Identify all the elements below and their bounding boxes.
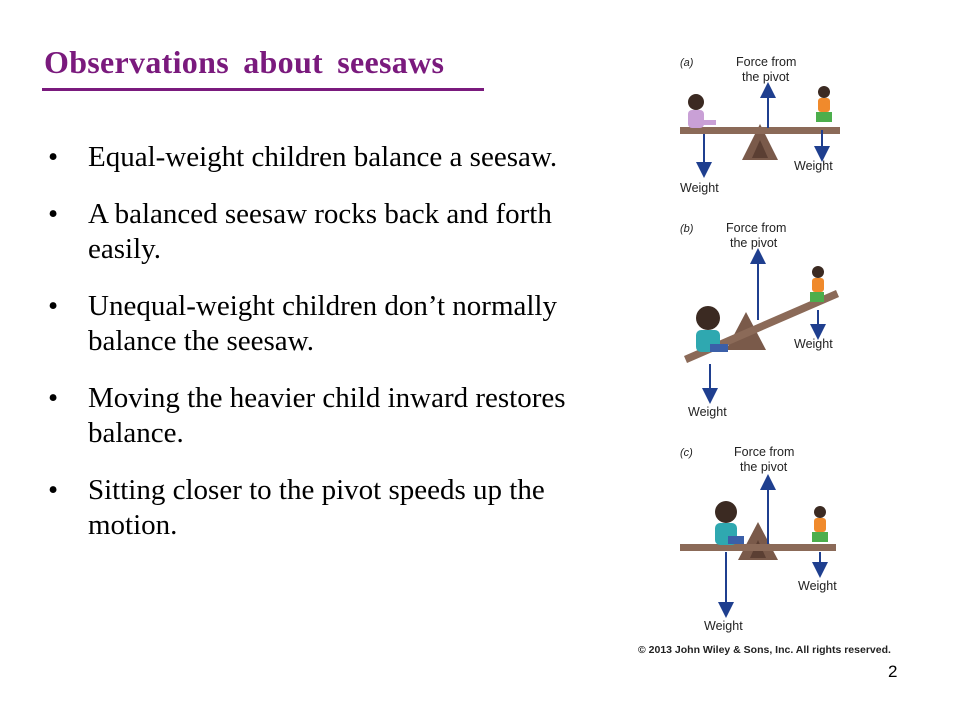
- weight-label: Weight: [680, 181, 719, 195]
- bullet-item: [48, 140, 608, 175]
- bullet-text: Unequal-weight children don’t normally balance the seesaw.: [88, 290, 557, 357]
- panel-letter: (c): [680, 447, 693, 459]
- weight-label: Weight: [798, 579, 837, 593]
- weight-label: Weight: [794, 159, 833, 173]
- bullet-item: [48, 473, 608, 543]
- panel-b: [680, 221, 839, 419]
- seesaw-board: [680, 544, 836, 551]
- panel-letter: (b): [680, 223, 694, 235]
- child-icon: [814, 506, 826, 518]
- child-icon: [688, 94, 704, 110]
- bullet-text: Sitting closer to the pivot speeds up the motion.: [88, 474, 545, 541]
- panel-letter: (a): [680, 57, 694, 69]
- bullet-glyph: •: [48, 382, 59, 414]
- bullet-item: [48, 381, 608, 451]
- pivot-force-label: Force from: [734, 445, 795, 459]
- seesaw-figure: [640, 50, 930, 660]
- child-icon: [696, 306, 720, 330]
- bullet-item: [48, 289, 608, 359]
- weight-label: Weight: [794, 337, 833, 351]
- bullet-text: A balanced seesaw rocks back and forth easily.: [88, 198, 552, 265]
- pivot-force-label: the pivot: [742, 70, 790, 84]
- bullet-glyph: •: [48, 198, 59, 230]
- copyright-notice: © 2013 John Wiley & Sons, Inc. All rights reserved.: [638, 644, 891, 656]
- panel-c: [680, 445, 837, 633]
- seesaw-board: [680, 127, 840, 134]
- weight-label: Weight: [688, 405, 727, 419]
- bullet-glyph: •: [48, 141, 59, 173]
- bullet-glyph: •: [48, 290, 59, 322]
- pivot-force-label: Force from: [736, 55, 797, 69]
- pivot-force-label: the pivot: [740, 460, 788, 474]
- bullet-text: Moving the heavier child inward restores balance.: [88, 382, 566, 449]
- slide-title: Observations about seesaws: [44, 44, 445, 80]
- child-icon: [715, 501, 737, 523]
- pivot-force-label: Force from: [726, 221, 787, 235]
- bullet-text: Equal-weight children balance a seesaw.: [88, 141, 558, 173]
- page-number: 2: [888, 662, 898, 681]
- title-underline: [42, 88, 484, 91]
- panel-a: [680, 55, 840, 195]
- bullet-item: [48, 197, 608, 267]
- child-icon: [812, 266, 824, 278]
- child-icon: [818, 86, 830, 98]
- seesaw-figure-svg: [640, 50, 930, 650]
- bullet-list: [48, 140, 608, 565]
- bullet-glyph: •: [48, 474, 59, 506]
- pivot-force-label: the pivot: [730, 236, 778, 250]
- weight-label: Weight: [704, 619, 743, 633]
